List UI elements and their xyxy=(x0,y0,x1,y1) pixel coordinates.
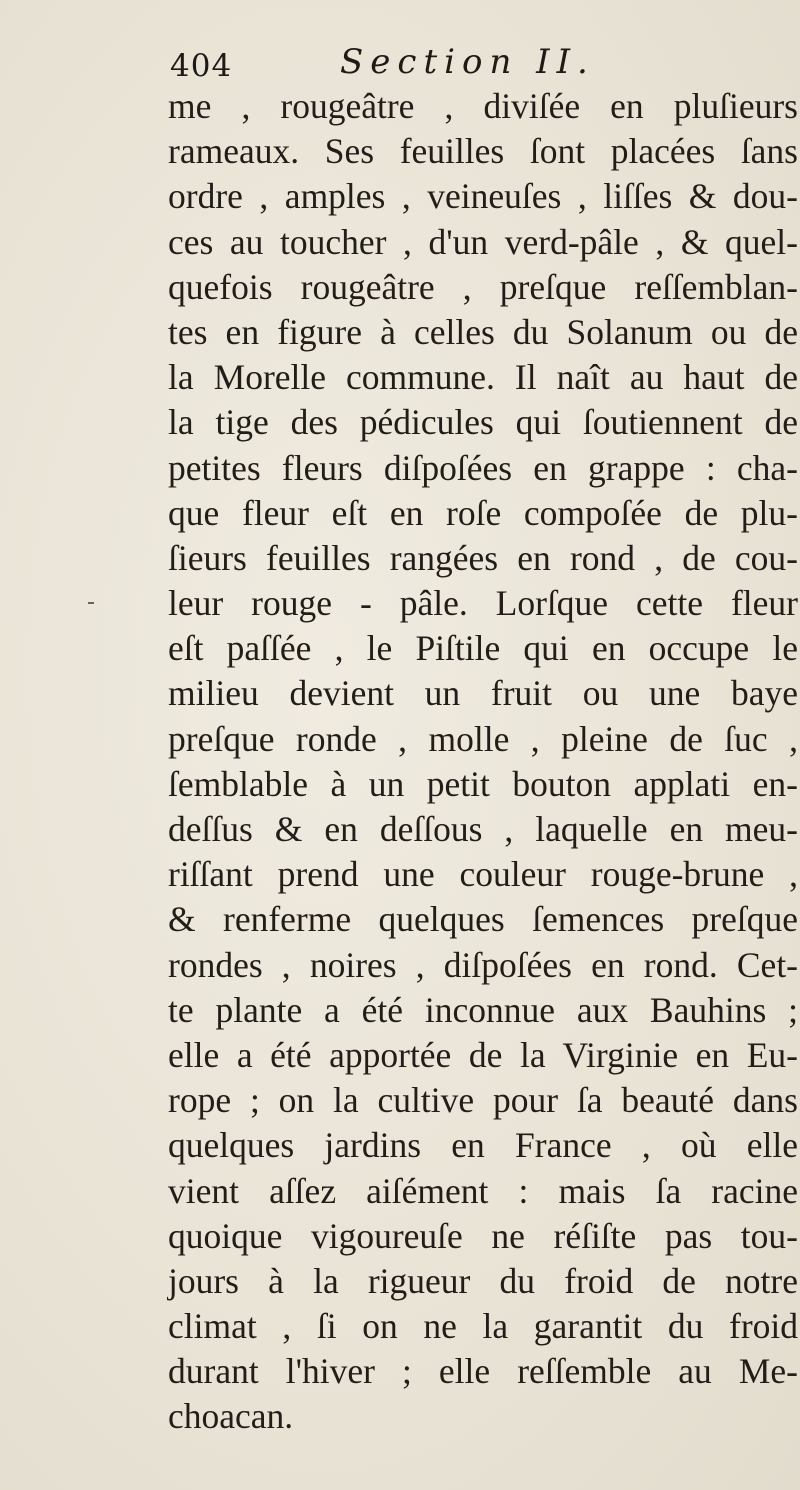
text-line: ſieurs feuilles rangées en rond , de cou- xyxy=(168,537,798,578)
text-line: preſque ronde , molle , pleine de ſuc , xyxy=(168,718,798,759)
text-line: climat , ſi on ne la garantit du froid xyxy=(168,1306,798,1347)
text-line: jours à la rigueur du froid de notre xyxy=(168,1260,798,1301)
text-line-last: choacan. xyxy=(168,1396,294,1437)
text-line: quefois rougeâtre , preſque reſſemblan- xyxy=(168,266,798,307)
text-line: vient aſſez aiſément : mais ſa racine xyxy=(168,1170,798,1211)
text-line: quelques jardins en France , où elle xyxy=(168,1125,798,1166)
text-line: ordre , amples , veineuſes , liſſes & dou- xyxy=(168,176,798,217)
text-line: me , rougeâtre , diviſée en pluſieurs xyxy=(168,86,798,126)
text-line: la tige des pédicules qui ſoutiennent de xyxy=(168,402,798,443)
text-line: deſſus & en deſſous , laquelle en meu- xyxy=(168,809,798,849)
text-line: rope ; on la cultive pour ſa beauté dans xyxy=(168,1080,798,1121)
text-line: ſemblable à un petit bouton applati en- xyxy=(168,763,798,804)
text-line: durant l'hiver ; elle reſſemble au Me- xyxy=(168,1351,798,1392)
text-line: rameaux. Ses feuilles ſont placées ſans xyxy=(168,131,798,172)
running-head: Section II. xyxy=(340,42,595,82)
text-line: leur rouge - pâle. Lorſque cette fleur xyxy=(168,583,798,624)
text-line: ces au toucher , d'un verd-pâle , & quel- xyxy=(168,221,798,262)
text-line: elle a été apportée de la Virginie en Eu- xyxy=(168,1034,798,1075)
text-line: & renferme quelques ſemences preſque xyxy=(168,899,798,940)
text-line: tes en figure à celles du Solanum ou de xyxy=(168,311,798,352)
body-text xyxy=(168,84,798,1440)
text-line: la Morelle commune. Il naît au haut de xyxy=(168,357,798,398)
text-line: eſt paſſée , le Piſtile qui en occupe le xyxy=(168,628,798,669)
page-number: 404 xyxy=(170,48,233,84)
text-line: quoique vigoureuſe ne réſiſte pas tou- xyxy=(168,1215,798,1256)
margin-mark xyxy=(88,602,94,604)
text-line: riſſant prend une couleur rouge-brune , xyxy=(168,854,798,895)
text-line: milieu devient un fruit ou une baye xyxy=(168,673,798,714)
text-line: que fleur eſt en roſe compoſée de plu- xyxy=(168,492,798,533)
text-line: petites fleurs diſpoſées en grappe : cha- xyxy=(168,447,798,488)
text-line: rondes , noires , diſpoſées en rond. Cet- xyxy=(168,944,798,985)
text-line: te plante a été inconnue aux Bauhins ; xyxy=(168,989,798,1030)
